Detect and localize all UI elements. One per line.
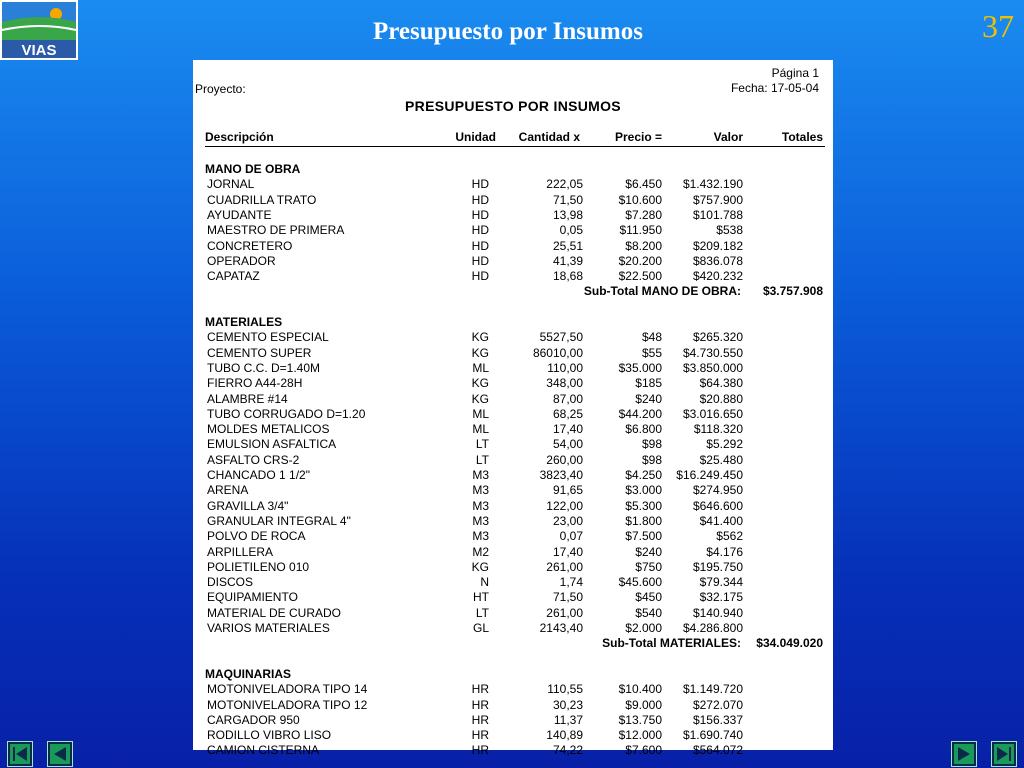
unit-cell: HR — [471, 712, 489, 727]
price-cell: $2.000 — [625, 621, 662, 635]
description-cell: RODILLO VIBRO LISO — [207, 728, 332, 743]
value-cell: $3.850.000 — [682, 360, 743, 375]
quantity-cell: 110,00 — [547, 360, 583, 375]
value-cell: $757.900 — [692, 192, 743, 207]
description-cell: DISCOS — [207, 575, 254, 590]
quantity-cell: 0,05 — [559, 223, 583, 238]
subtotal-label: Sub-Total MANO DE OBRA: — [583, 284, 741, 299]
description-cell: MOTONIVELADORA TIPO 14 — [207, 682, 368, 697]
value-cell: $5.292 — [706, 437, 743, 452]
price-cell: $11.950 — [619, 223, 662, 238]
description-cell: MOTONIVELADORA TIPO 12 — [207, 697, 368, 712]
description-cell: ASFALTO CRS-2 — [207, 452, 300, 467]
unit-cell: HD — [471, 253, 489, 268]
value-cell: $1.432.190 — [682, 177, 743, 192]
quantity-cell: 11,37 — [553, 712, 583, 727]
unit-cell: HD — [471, 207, 489, 222]
description-cell: ARENA — [207, 483, 249, 498]
unit-cell: M3 — [472, 468, 489, 482]
unit-cell: M3 — [472, 498, 489, 513]
quantity-cell: 13,98 — [552, 207, 583, 222]
description-cell: FIERRO A44-28H — [207, 376, 303, 391]
description-cell: EQUIPAMIENTO — [207, 590, 298, 605]
unit-cell: M3 — [472, 529, 489, 544]
description-cell: CAMION CISTERNA — [207, 743, 320, 758]
triangle-right-icon — [954, 744, 974, 764]
description-cell: MAESTRO DE PRIMERA — [207, 223, 345, 238]
column-header: Cantidad x — [518, 130, 580, 144]
section-heading: MAQUINARIAS — [205, 666, 291, 681]
quantity-cell: 5527,50 — [539, 330, 583, 345]
value-cell: $274.950 — [692, 483, 743, 498]
skip-back-icon — [10, 744, 30, 764]
quantity-cell: 348,00 — [546, 376, 583, 391]
description-cell: AYUDANTE — [207, 207, 272, 222]
price-cell: $3.000 — [625, 483, 662, 498]
unit-cell: LT — [475, 437, 489, 452]
value-cell: $195.750 — [692, 559, 743, 574]
price-cell: $1.800 — [625, 513, 662, 528]
price-cell: $55 — [641, 345, 662, 360]
slide-number: 37 — [982, 8, 1014, 44]
quantity-cell: 17,40 — [552, 544, 583, 559]
description-cell: GRANULAR INTEGRAL 4" — [207, 513, 351, 528]
value-cell: $420.232 — [692, 269, 743, 284]
unit-cell: LT — [475, 605, 489, 620]
value-cell: $32.175 — [699, 590, 743, 605]
value-cell: $4.286.800 — [682, 621, 743, 635]
section-heading: MATERIALES — [205, 315, 283, 329]
unit-cell: ML — [472, 406, 489, 421]
logo-text: VIAS — [21, 42, 57, 59]
value-cell: $140.940 — [692, 605, 743, 620]
price-cell: $540 — [635, 605, 662, 620]
value-cell: $272.070 — [692, 697, 743, 712]
previous-slide-button[interactable] — [48, 742, 72, 766]
quantity-cell: 25,51 — [552, 238, 583, 253]
value-cell: $118.320 — [693, 422, 743, 437]
budget-document — [193, 60, 833, 758]
description-cell: CHANCADO 1 1/2" — [207, 468, 310, 482]
value-cell: $79.344 — [699, 575, 743, 590]
quantity-cell: 87,00 — [552, 391, 583, 406]
triangle-left-icon — [50, 744, 70, 764]
value-cell: $101.788 — [692, 207, 743, 222]
unit-cell: HR — [471, 743, 489, 758]
description-cell: EMULSION ASFALTICA — [207, 437, 337, 452]
price-cell: $6.450 — [625, 177, 662, 192]
unit-cell: HR — [471, 728, 489, 743]
quantity-cell: 17,40 — [552, 422, 583, 437]
description-cell: CAPATAZ — [207, 269, 260, 284]
quantity-cell: 261,00 — [546, 605, 583, 620]
quantity-cell: 140,89 — [546, 728, 583, 743]
price-cell: $9.000 — [625, 697, 662, 712]
unit-cell: HR — [471, 682, 489, 697]
value-cell: $25.480 — [699, 452, 743, 467]
quantity-cell: 74,22 — [552, 743, 583, 758]
description-cell: MATERIAL DE CURADO — [207, 605, 342, 620]
description-cell: ALAMBRE #14 — [207, 391, 288, 406]
quantity-cell: 71,50 — [552, 590, 583, 605]
unit-cell: KG — [471, 391, 489, 406]
column-header: Unidad — [455, 130, 496, 144]
unit-cell: KG — [471, 559, 489, 574]
unit-cell: ML — [472, 360, 489, 375]
quantity-cell: 71,50 — [552, 192, 583, 207]
price-cell: $240 — [635, 544, 662, 559]
column-header: Descripción — [205, 130, 274, 144]
page-label: Página 1 — [771, 66, 819, 80]
quantity-cell: 0,07 — [559, 529, 583, 544]
subtotal-value: $34.049.020 — [756, 636, 823, 651]
value-cell: $209.182 — [692, 238, 743, 253]
unit-cell: LT — [475, 452, 489, 467]
quantity-cell: 30,23 — [552, 697, 583, 712]
quantity-cell: 122,00 — [546, 498, 583, 513]
value-cell: $20.880 — [699, 391, 743, 406]
price-cell: $7.600 — [625, 743, 662, 758]
description-cell: OPERADOR — [207, 253, 276, 268]
document-header-right — [731, 66, 819, 96]
subtotal-value: $3.757.908 — [762, 284, 823, 299]
quantity-cell: 54,00 — [552, 437, 583, 452]
quantity-cell: 222,05 — [546, 177, 583, 192]
price-cell: $48 — [641, 330, 662, 345]
price-cell: $750 — [635, 559, 662, 574]
section-heading: MANO DE OBRA — [205, 162, 301, 176]
date-label: Fecha: 17-05-04 — [730, 81, 819, 95]
description-cell: ARPILLERA — [207, 544, 274, 559]
description-cell: POLIETILENO 010 — [207, 559, 310, 574]
last-slide-button[interactable] — [992, 742, 1016, 766]
unit-cell: HD — [471, 269, 489, 284]
unit-cell: HD — [471, 192, 489, 207]
value-cell: $1.690.740 — [682, 728, 743, 743]
value-cell: $156.337 — [692, 712, 743, 727]
price-cell: $10.600 — [618, 192, 662, 207]
description-cell: CUADRILLA TRATO — [207, 192, 317, 207]
unit-cell: M2 — [472, 544, 489, 559]
description-cell: JORNAL — [207, 177, 255, 192]
subtotal-label: Sub-Total MATERIALES: — [602, 636, 741, 651]
description-cell: CARGADOR 950 — [207, 712, 300, 727]
price-cell: $8.200 — [625, 238, 662, 253]
value-cell: $1.149.720 — [682, 682, 743, 697]
unit-cell: M3 — [472, 483, 489, 498]
description-cell: TUBO C.C. D=1.40M — [207, 360, 321, 375]
quantity-cell: 41,39 — [552, 253, 583, 268]
unit-cell: KG — [471, 345, 489, 360]
description-cell: CONCRETERO — [207, 238, 293, 253]
next-slide-button[interactable] — [952, 742, 976, 766]
value-cell: $265.320 — [692, 330, 743, 345]
header-divider — [205, 146, 825, 147]
price-cell: $6.800 — [625, 422, 662, 437]
unit-cell: GL — [472, 621, 489, 635]
price-cell: $98 — [641, 452, 662, 467]
skip-forward-icon — [994, 744, 1014, 764]
description-cell: CEMENTO ESPECIAL — [207, 330, 329, 345]
price-cell: $98 — [641, 437, 662, 452]
price-cell: $44.200 — [618, 406, 662, 421]
project-label: Proyecto: — [195, 82, 246, 96]
price-cell: $12.000 — [618, 728, 662, 743]
price-cell: $22.500 — [618, 269, 662, 284]
value-cell: $646.600 — [692, 498, 743, 513]
slide-title: Presupuesto por Insumos — [373, 18, 643, 45]
value-cell: $564.072 — [692, 743, 743, 758]
price-cell: $240 — [635, 391, 662, 406]
quantity-cell: 261,00 — [546, 559, 583, 574]
quantity-cell: 110,55 — [547, 682, 583, 697]
document-title: PRESUPUESTO POR INSUMOS — [405, 98, 621, 114]
quantity-cell: 260,00 — [546, 452, 583, 467]
quantity-cell: 3823,40 — [539, 468, 583, 482]
price-cell: $7.500 — [625, 529, 662, 544]
value-cell: $836.078 — [692, 253, 743, 268]
value-cell: $4.176 — [706, 544, 743, 559]
value-cell: $16.249.450 — [676, 468, 743, 482]
price-cell: $20.200 — [618, 253, 662, 268]
value-cell: $562 — [716, 529, 743, 544]
description-cell: VARIOS MATERIALES — [207, 621, 330, 635]
quantity-cell: 23,00 — [552, 513, 583, 528]
unit-cell: HD — [471, 238, 489, 253]
unit-cell: HT — [473, 590, 489, 605]
unit-cell: KG — [471, 376, 489, 391]
column-header: Valor — [713, 130, 743, 144]
quantity-cell: 18,68 — [552, 269, 583, 284]
first-slide-button[interactable] — [8, 742, 32, 766]
column-header: Totales — [781, 130, 823, 144]
unit-cell: M3 — [472, 513, 489, 528]
value-cell: $3.016.650 — [682, 406, 743, 421]
unit-cell: ML — [472, 422, 489, 437]
unit-cell: KG — [471, 330, 489, 345]
value-cell: $4.730.550 — [682, 345, 743, 360]
description-cell: TUBO CORRUGADO D=1.20 — [207, 406, 366, 421]
unit-cell: HR — [471, 697, 489, 712]
column-header: Precio = — [614, 130, 662, 144]
description-cell: MOLDES METALICOS — [207, 422, 330, 437]
quantity-cell: 86010,00 — [532, 345, 583, 360]
price-cell: $5.300 — [625, 498, 662, 513]
description-cell: CEMENTO SUPER — [207, 345, 312, 360]
quantity-cell: 1,74 — [559, 575, 583, 590]
unit-cell: HD — [471, 223, 489, 238]
unit-cell: N — [480, 575, 489, 590]
price-cell: $45.600 — [618, 575, 662, 590]
value-cell: $538 — [716, 223, 743, 238]
description-cell: GRAVILLA 3/4" — [207, 498, 289, 513]
price-cell: $185 — [635, 376, 662, 391]
unit-cell: HD — [471, 177, 489, 192]
price-cell: $450 — [635, 590, 662, 605]
price-cell: $13.750 — [618, 712, 662, 727]
quantity-cell: 2143,40 — [539, 621, 583, 635]
price-cell: $4.250 — [625, 468, 662, 482]
value-cell: $64.380 — [699, 376, 743, 391]
description-cell: POLVO DE ROCA — [207, 529, 306, 544]
price-cell: $35.000 — [618, 360, 662, 375]
price-cell: $10.400 — [618, 682, 662, 697]
value-cell: $41.400 — [699, 513, 743, 528]
price-cell: $7.280 — [625, 207, 662, 222]
quantity-cell: 91,65 — [552, 483, 583, 498]
quantity-cell: 68,25 — [552, 406, 583, 421]
